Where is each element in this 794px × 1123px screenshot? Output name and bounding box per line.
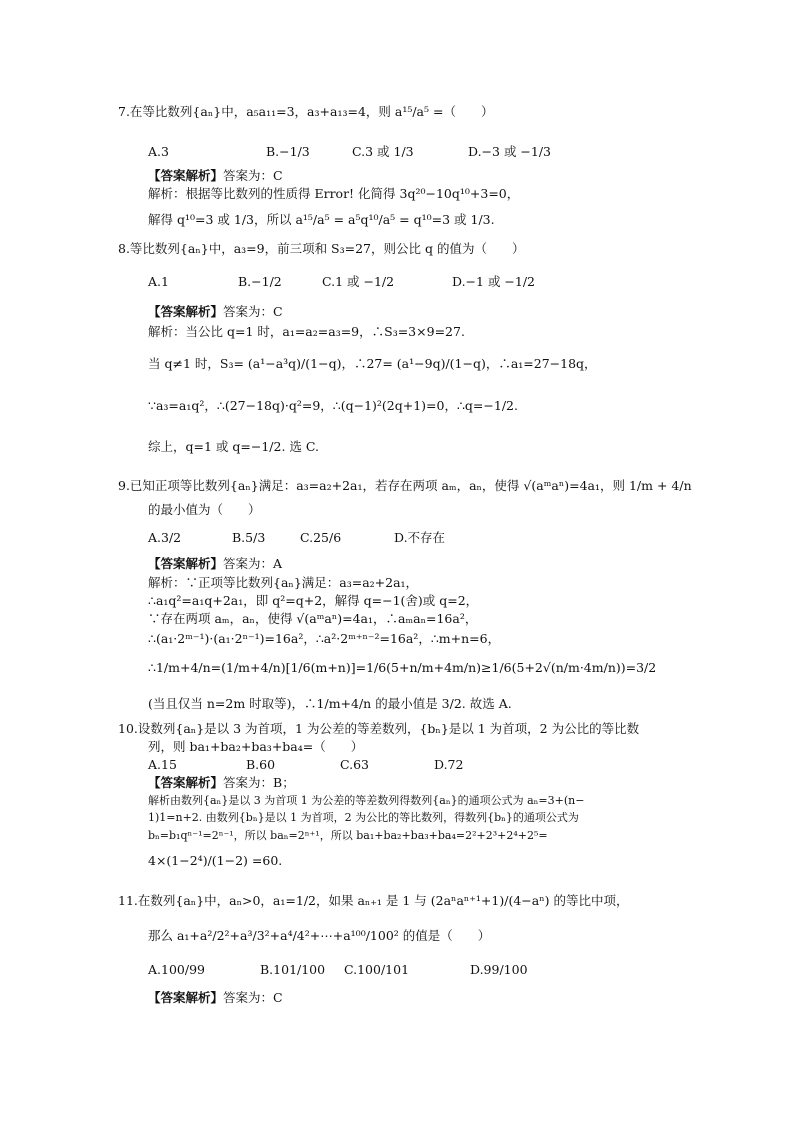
- q8-solution-2: 当 q≠1 时，S₃= (a¹−a³q)/(1−q)，∴27= (a¹−9q)/(1−q)，∴a₁=27−18q，: [148, 356, 597, 371]
- q10-answer-row: [148, 775, 295, 791]
- q10-answer-tag: 【答案解析】: [148, 775, 224, 790]
- q10-option-a: A.15: [148, 757, 177, 772]
- q7-option-b: B.−1/3: [266, 144, 310, 159]
- q7-solution-1: 解析：根据等比数列的性质得 Error! 化简得 3q²⁰−10q¹⁰+3=0，: [148, 186, 520, 201]
- q9-answer-row: [148, 556, 282, 572]
- q8-solution-3: ∵a₃=a₁q²，∴(27−18q)·q²=9，∴(q−1)²(2q+1)=0，∴q=−1/2.: [148, 398, 518, 413]
- q8-stem: 8.等比数列{aₙ}中，a₃=9，前三项和 S₃=27，则公比 q 的值为（ ）: [118, 241, 525, 256]
- q9-solution-1: 解析：∵正项等比数列{aₙ}满足：a₃=a₂+2a₁，: [148, 575, 419, 590]
- q8-option-c: C.1 或 −1/2: [322, 274, 395, 289]
- q11-option-b: B.101/100: [260, 962, 326, 977]
- q8-option-a: A.1: [148, 274, 169, 289]
- q11-option-d: D.99/100: [470, 962, 528, 977]
- q10-solution-4: 4×(1−2⁴)/(1−2) =60.: [148, 853, 283, 868]
- q8-option-b: B.−1/2: [238, 274, 282, 289]
- q9-stem-1: 9.已知正项等比数列{aₙ}满足：a₃=a₂+2a₁，若存在两项 aₘ，aₙ，使得 √(aᵐaⁿ)=4a₁，则 1/m + 4/n: [118, 478, 692, 493]
- q8-answer: 答案为：C: [223, 304, 283, 319]
- q10-option-b: B.60: [246, 757, 276, 772]
- q9-solution-5: ∴1/m+4/n=(1/m+4/n)[1/6(m+n)]=1/6(5+n/m+4m/n)≥1/6(5+2√(n/m·4m/n))=3/2: [148, 660, 657, 675]
- q11-option-c: C.100/101: [344, 962, 410, 977]
- q9-solution-6: (当且仅当 n=2m 时取等)，∴1/m+4/n 的最小值是 3/2. 故选 A.: [148, 696, 512, 711]
- q8-solution-1: 解析：当公比 q=1 时，a₁=a₂=a₃=9，∴S₃=3×9=27.: [148, 324, 465, 339]
- q8-answer-row: [148, 304, 283, 320]
- q9-solution-4: ∴(a₁·2ᵐ⁻¹)·(a₁·2ⁿ⁻¹)=16a²，∴a²·2ᵐ⁺ⁿ⁻²=16a²，∴m+n=6，: [148, 631, 501, 646]
- q10-solution-1: 解析由数列{aₙ}是以 3 为首项 1 为公差的等差数列得数列{aₙ}的通项公式为 aₙ=3+(n−: [148, 794, 585, 807]
- q7-answer-tag: 【答案解析】: [148, 168, 224, 183]
- q9-solution-3: ∵存在两项 aₘ，aₙ，使得 √(aᵐaⁿ)=4a₁，∴aₘaₙ=16a²，: [148, 611, 478, 626]
- q11-answer-row: [148, 990, 283, 1006]
- q9-answer-tag: 【答案解析】: [148, 556, 224, 571]
- q11-stem-1: 11.在数列{aₙ}中，aₙ>0，a₁=1/2，如果 aₙ₊₁ 是 1 与 (2aⁿaⁿ⁺¹+1)/(4−aⁿ) 的等比中项，: [118, 893, 629, 908]
- q7-answer-row: [148, 168, 283, 184]
- q11-answer: 答案为：C: [223, 990, 283, 1005]
- q7-option-c: C.3 或 1/3: [352, 144, 414, 159]
- q9-solution-2: ∴a₁q²=a₁q+2a₁，即 q²=q+2，解得 q=−1(舍)或 q=2，: [148, 593, 479, 608]
- q7-solution-2: 解得 q¹⁰=3 或 1/3，所以 a¹⁵/a⁵ = a⁵q¹⁰/a⁵ = q¹⁰=3 或 1/3.: [148, 212, 495, 227]
- q11-answer-tag: 【答案解析】: [148, 990, 224, 1005]
- q8-answer-tag: 【答案解析】: [148, 304, 224, 319]
- q11-stem-2: 那么 a₁+a²/2²+a³/3²+a⁴/4²+⋯+a¹⁰⁰/100² 的值是（ ）: [148, 928, 491, 943]
- q10-solution-3: bₙ=b₁qⁿ⁻¹=2ⁿ⁻¹，所以 baₙ=2ⁿ⁺¹，所以 ba₁+ba₂+ba₃+ba₄=2²+2³+2⁴+2⁵=: [148, 829, 548, 842]
- q7-answer: 答案为：C: [223, 168, 283, 183]
- q11-option-a: A.100/99: [148, 962, 205, 977]
- q10-answer: 答案为：B；: [223, 775, 295, 790]
- q7-option-d: D.−3 或 −1/3: [468, 144, 552, 159]
- q9-option-c: C.25/6: [300, 530, 342, 545]
- q7-stem: 7.在等比数列{aₙ}中，a₅a₁₁=3，a₃+a₁₃=4，则 a¹⁵/a⁵ =（ ）: [118, 104, 494, 119]
- q10-stem-2: 列，则 ba₁+ba₂+ba₃+ba₄=（ ）: [148, 739, 364, 754]
- q9-stem-2: 的最小值为（ ）: [148, 502, 261, 517]
- q8-option-d: D.−1 或 −1/2: [452, 274, 536, 289]
- q8-solution-4: 综上，q=1 或 q=−1/2. 选 C.: [148, 439, 319, 454]
- q9-option-a: A.3/2: [148, 530, 182, 545]
- q10-option-c: C.63: [340, 757, 369, 772]
- q7-option-a: A.3: [148, 144, 169, 159]
- q10-solution-2: 1)1=n+2. 由数列{bₙ}是以 1 为首项，2 为公比的等比数列，得数列{bₙ}的通项公式为: [148, 811, 579, 824]
- q10-option-d: D.72: [434, 757, 464, 772]
- q9-option-b: B.5/3: [232, 530, 266, 545]
- q9-option-d: D.不存在: [394, 530, 446, 545]
- q10-stem-1: 10.设数列{aₙ}是以 3 为首项，1 为公差的等差数列，{bₙ}是以 1 为首项，2 为公比的等比数: [118, 721, 640, 736]
- q9-answer: 答案为：A: [223, 556, 283, 571]
